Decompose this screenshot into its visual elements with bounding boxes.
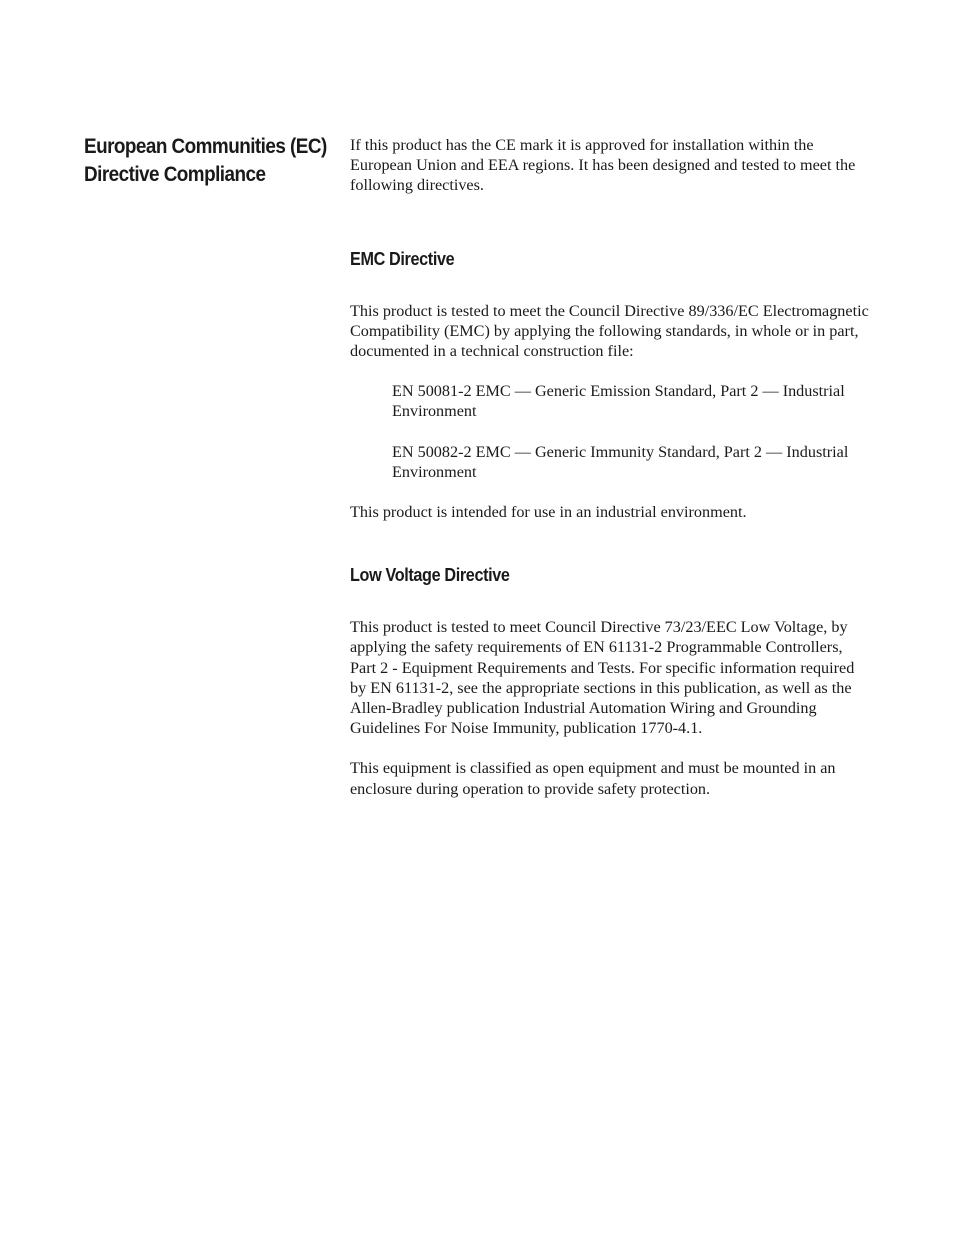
emc-standard-emission: EN 50081-2 EMC — Generic Emission Standard, Part 2 — Industrial Environment: [392, 382, 845, 421]
low-voltage-directive-paragraph: This product is tested to meet Council Directive 73/23/EEC Low Voltage, by applying the safety requirements of EN 61131-2 Programmable Controllers, Part 2 - Equipment Requirements and Tests. For specific information required by EN 61131-2, see the appropriate sections in this publication, as well as the Allen-Bradley publication Industrial Automation Wiring and Grounding Guidelines For Noise Immunity, publication 1770-4.1.: [350, 618, 855, 738]
section-heading: [84, 133, 327, 189]
intro-paragraph: If this product has the CE mark it is approved for installation within the European Union and EEA regions. It has been designed and tested to meet the following directives.: [350, 136, 856, 195]
low-voltage-directive-heading: Low Voltage Directive: [350, 565, 510, 586]
low-voltage-closing-paragraph: This equipment is classified as open equipment and must be mounted in an enclosure during operation to provide safety protection.: [350, 759, 836, 798]
main-content: [350, 135, 870, 799]
section-heading-line-1: European Communities (EC): [84, 135, 327, 158]
section-heading-line-2: Directive Compliance: [84, 163, 266, 186]
emc-standard-immunity: EN 50082-2 EMC — Generic Immunity Standard, Part 2 — Industrial Environment: [392, 442, 849, 481]
emc-directive-heading: EMC Directive: [350, 248, 455, 269]
emc-directive-paragraph: This product is tested to meet the Council Directive 89/336/EC Electromagnetic Compatibility (EMC) by applying the following standards, in whole or in part, documented in a technical construction file:: [350, 301, 869, 361]
emc-closing-paragraph: This product is intended for use in an industrial environment.: [350, 503, 747, 522]
